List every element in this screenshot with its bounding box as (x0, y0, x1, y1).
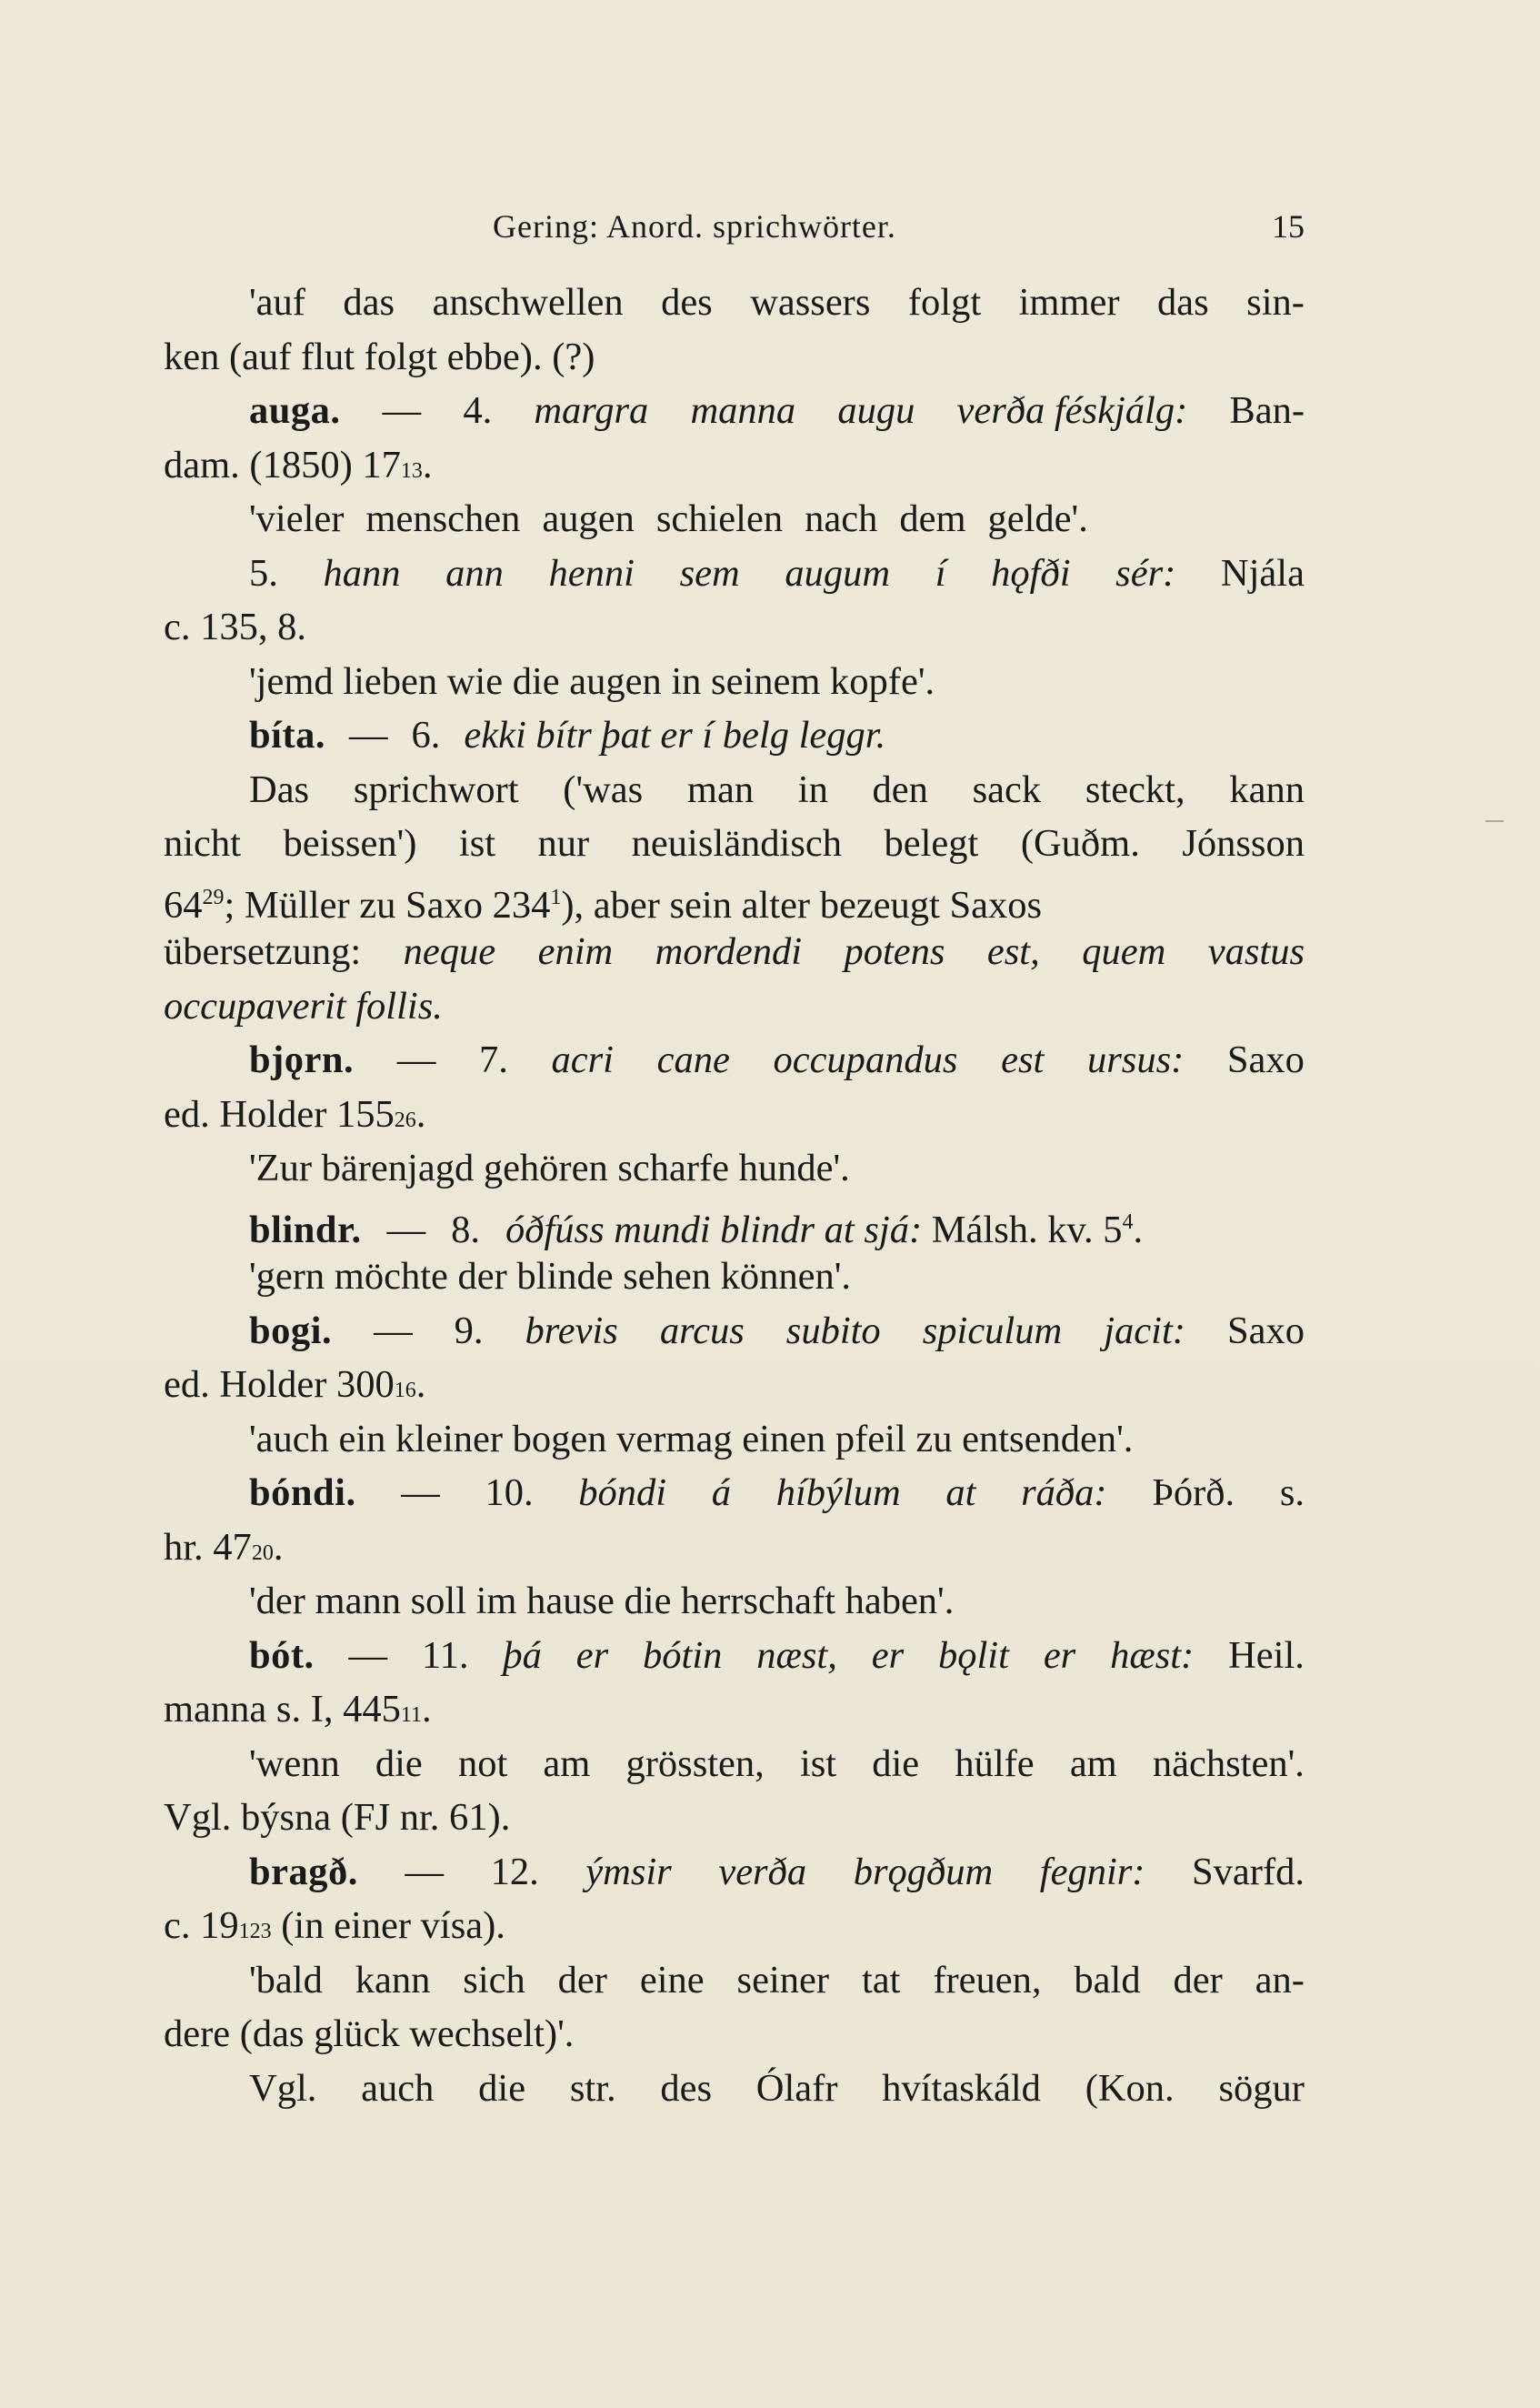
entry-line-bjorn: bjǫrn. — 7. acri cane occupandus est ursus: Saxo (164, 1033, 1305, 1088)
text-line: dere (das glück wechselt)'. (164, 2012, 575, 2055)
text-line: ed. Holder 155 26 . (164, 1092, 426, 1136)
entry-line-bondi: bóndi. — 10. bóndi á híbýlum at ráða: Þórð. s. (164, 1466, 1305, 1520)
text-line: occupaverit follis. (164, 984, 443, 1028)
page-body (164, 276, 1305, 2115)
entry-headword: bíta. (249, 714, 325, 757)
translation-line: 'wenn die not am grössten, ist die hülfe am nächsten'. (249, 1741, 1305, 1785)
margin-mark (1485, 820, 1504, 822)
entry-headword: auga. (249, 389, 341, 432)
page-number: 15 (1272, 208, 1305, 245)
text-line: Das sprichwort ('was man in den sack steckt, kann (249, 768, 1305, 811)
entry-headword: bragð. (249, 1850, 358, 1893)
translation-line: 'vieler menschen augen schielen nach dem gelde'. (249, 497, 1088, 540)
text-line: $64^{29}$; Müller zu Saxo $234^1$), aber sein alter bezeugt Saxos (164, 883, 1043, 927)
translation-line: 'auch ein kleiner bogen vermag einen pfeil zu entsenden'. (249, 1417, 1134, 1460)
text-line: nicht beissen') ist nur neuisländisch belegt (Guðm. Jónsson (164, 822, 1305, 865)
text-line: Vgl. auch die str. des Ólafr hvítaskáld (Kon. sögur (249, 2066, 1305, 2110)
entry-headword: bót. (249, 1633, 315, 1677)
running-title: Gering: Anord. sprichwörter. (493, 208, 896, 245)
running-header (164, 202, 1305, 256)
translation-line: 'jemd lieben wie die augen in seinem kopfe'. (249, 659, 935, 703)
text-line: 'auf das anschwellen des wassers folgt immer das sin- (249, 281, 1305, 324)
text-line: dam. (1850) 17 13 . (164, 443, 433, 487)
entry-line-bita: bíta. — 6. ekki bítr þat er í belg leggr. (164, 708, 1305, 763)
entry-line-bragd: bragð. — 12. ýmsir verða brǫgðum fegnir: Svarfd. (164, 1845, 1305, 1900)
text-line: manna s. I, 445 11 . (164, 1688, 432, 1731)
entry-line-bot: bót. — 11. þá er bótin næst, er bǫlit er hæst: Heil. (164, 1629, 1305, 1683)
entry-headword: bjǫrn. (249, 1038, 355, 1081)
translation-line: 'Zur bärenjagd gehören scharfe hunde'. (249, 1147, 850, 1189)
entry-headword: bóndi. (249, 1471, 356, 1514)
text-line: Vgl. býsna (FJ nr. 61). (164, 1796, 511, 1839)
translation-line: 'bald kann sich der eine seiner tat freuen, bald der an- (249, 1958, 1305, 2002)
text-line: ed. Holder 300 16 . (164, 1363, 426, 1406)
entry-line-blindr: blindr. — 8. óðfúss mundi blindr at sjá: Málsh. kv. $5^4$. (164, 1196, 1305, 1250)
entry-headword: bogi. (249, 1309, 333, 1352)
entry-headword: blindr. (249, 1208, 362, 1251)
entry-line-auga: auga. — 4. margra manna augu verða féskjálg: Ban- (164, 384, 1305, 438)
text-line: hr. 47 20 . (164, 1525, 284, 1569)
translation-line: 'gern möchte der blinde sehen können'. (249, 1255, 852, 1298)
translation-line: 'der mann soll im hause die herrschaft haben'. (249, 1580, 955, 1622)
text-line: übersetzung: neque enim mordendi potens est, quem vastus (164, 930, 1305, 973)
text-line: ken (auf flut folgt ebbe). (?) (164, 335, 595, 378)
entry-line-bogi: bogi. — 9. brevis arcus subito spiculum jacit: Saxo (164, 1304, 1305, 1359)
text-line: 5. hann ann henni sem augum í hǫfði sér: Njála (249, 551, 1305, 595)
text-line: c. 19 123 (in einer vísa). (164, 1904, 505, 1947)
text-line: c. 135, 8. (164, 606, 306, 648)
